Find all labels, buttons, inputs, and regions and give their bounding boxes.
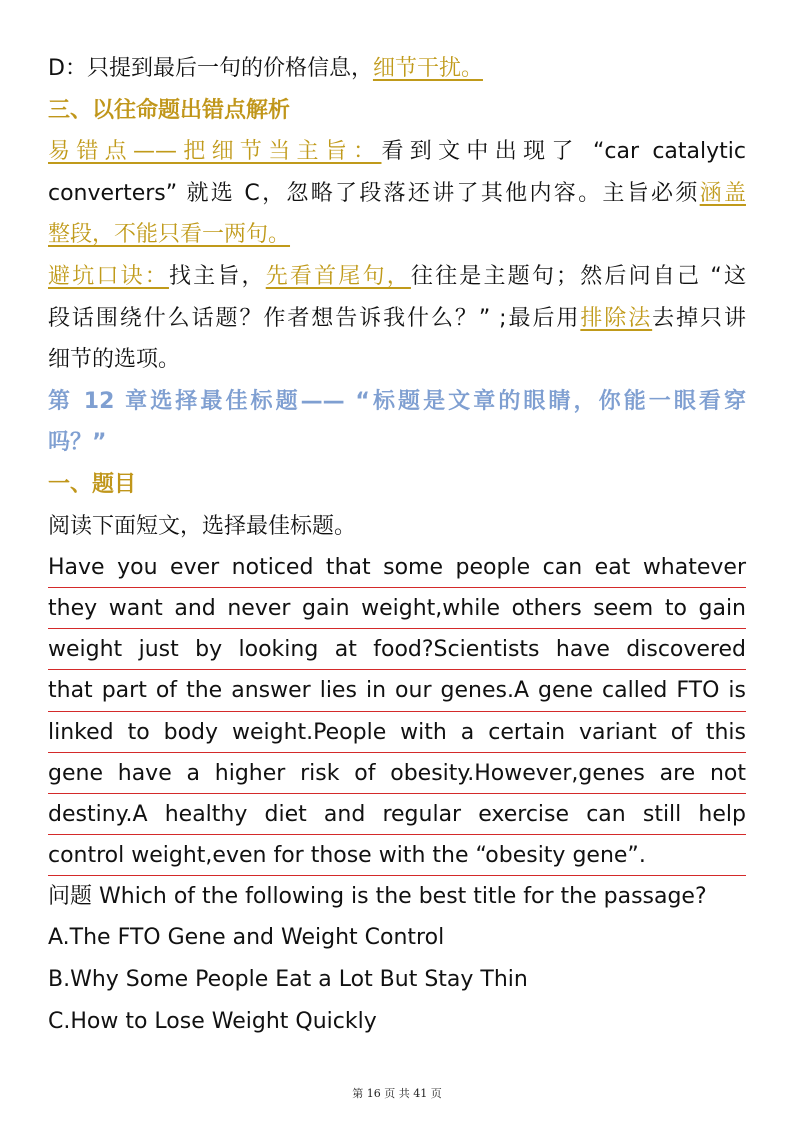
section-heading-1: 一、题目 <box>48 471 137 497</box>
tip-text-1: 找主旨， <box>168 263 266 289</box>
question: 问题 Which of the following is the best title for the passage? <box>48 883 707 909</box>
pitfall-label: 易错点——把细节当主旨： <box>48 139 382 165</box>
pitfall-text-1: 看到文中出现了 “car catalytic <box>381 139 746 165</box>
pitfall-line-2 <box>48 173 746 215</box>
option-d-explanation <box>48 48 746 90</box>
section-heading-3: 三、以往命题出错点解析 <box>48 97 291 123</box>
option-d-text: D：只提到最后一句的价格信息， <box>48 56 373 81</box>
whole-paragraph-highlight: 整段，不能只看一两句。 <box>48 222 291 248</box>
passage-line: that part of the answer lies in our genes.A gene called FTO is <box>48 670 746 711</box>
cover-highlight: 涵盖 <box>699 180 746 206</box>
tip-line-3: 细节的选项。 <box>48 347 181 373</box>
instruction: 阅读下面短文，选择最佳标题。 <box>48 513 357 539</box>
passage-line: weight just by looking at food?Scientists have discovered <box>48 629 746 670</box>
elimination-highlight: 排除法 <box>580 305 653 331</box>
chapter-title-line-2: 吗？” <box>48 430 107 456</box>
option-b: B.Why Some People Eat a Lot But Stay Thin <box>48 967 528 993</box>
tip-line-1 <box>48 256 746 298</box>
tip-text-4: 去掉只讲 <box>652 305 746 331</box>
pitfall-line-3 <box>48 214 746 256</box>
passage <box>48 547 746 876</box>
passage-line: gene have a higher risk of obesity.However,genes are not <box>48 753 746 794</box>
passage-line: they want and never gain weight,while others seem to gain <box>48 588 746 629</box>
document-page <box>48 48 746 1042</box>
page-number-footer: 第 16 页 共 41 页 <box>352 1087 442 1100</box>
passage-line: linked to body weight.People with a certain variant of this <box>48 712 746 753</box>
pitfall-line-1 <box>48 131 746 173</box>
tip-text-2: 往往是主题句；然后问自己 “这 <box>410 263 746 289</box>
passage-line: Have you ever noticed that some people can eat whatever <box>48 547 746 588</box>
passage-line: control weight,even for those with the “obesity gene”. <box>48 835 746 876</box>
tip-label: 避坑口诀： <box>48 263 169 289</box>
passage-line: destiny.A healthy diet and regular exercise can still help <box>48 794 746 835</box>
tip-text-3: 段话围绕什么话题？作者想告诉我什么？” ;最后用 <box>48 305 581 331</box>
option-a: A.The FTO Gene and Weight Control <box>48 925 445 951</box>
tip-line-2 <box>48 298 746 340</box>
first-last-sentence-highlight: 先看首尾句， <box>265 263 411 289</box>
chapter-title-line-1: 第 12 章选择最佳标题—— “标题是文章的眼睛，你能一眼看穿 <box>48 388 746 414</box>
detail-distraction-highlight: 细节干扰。 <box>372 56 483 81</box>
pitfall-text-2: converters” 就选 C，忽略了段落还讲了其他内容。主旨必须 <box>48 180 700 206</box>
option-c: C.How to Lose Weight Quickly <box>48 1008 377 1034</box>
